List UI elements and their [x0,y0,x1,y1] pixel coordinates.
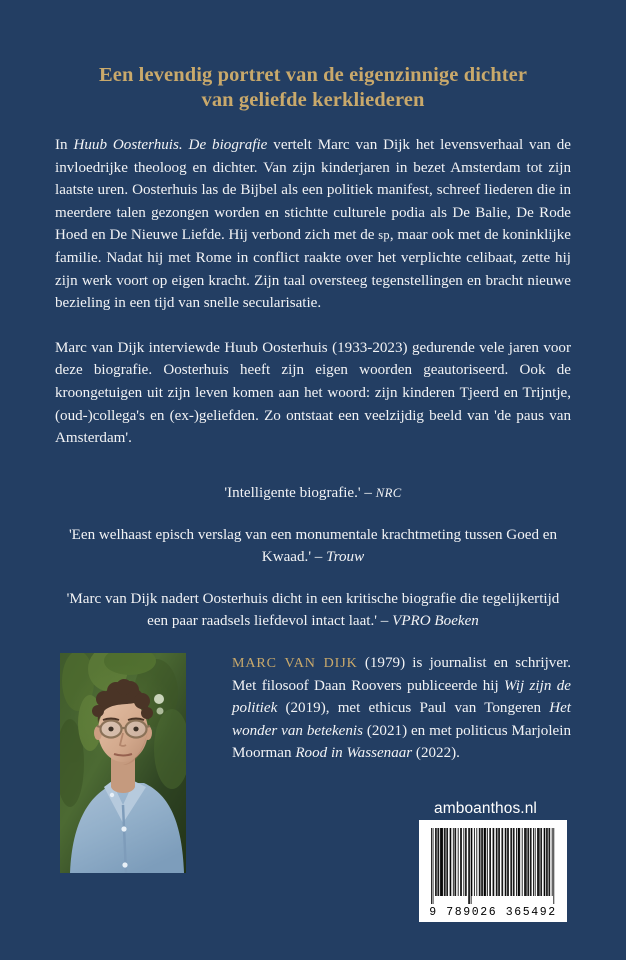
bio-work-title-1: Wij zijn de politiek [232,677,571,717]
bio-part-1: (1979) is journalist en schrijver. Met filosoof Daan Roovers publiceerde hij [232,655,572,694]
avatar [60,653,186,873]
review-quote [55,524,571,569]
isbn-barcode [419,820,567,922]
review-quote [55,482,571,505]
quote-text: 'Een welhaast episch verslag van een monumentale krachtmeting tussen Goed en Kwaad.' – [68,526,558,566]
blurb-p1-tail: , maar ook met de koninklijke familie. Nadat hij met Rome in conflict raakte over het verplichte celibaat, zette hij zijn werk voort op eigen kracht. Zijn taal oversteeg tegenstellingen en bracht nieuwe bezieling in een tijd van snelle secularisatie. [55,227,571,312]
blurb-paragraph-2: Marc van Dijk interviewde Huub Oosterhuis (1933-2023) gedurende vele jaren voor deze biografie. Oosterhuis heeft zijn eigen woorden geautoriseerd. Ook de kroongetuigen uit zijn leven komen aan het woord: zijn kinderen Tjeerd en Trijntje, (oud-)collega's en (ex-)geliefden. Zo ontstaat een veelzijdig beeld van 'de paus van Amsterdam'. [55,339,571,447]
quote-text: 'Marc van Dijk nadert Oosterhuis dicht in een kritische biografie die tegelijkertijd een paar raadsels liefdevol intact laat.' – [66,590,560,630]
blurb-p1-pre: In [55,137,74,153]
quote-source: VPRO Boeken [392,613,479,630]
review-quote [55,588,571,633]
book-title-italic: Huub Oosterhuis. De biografie [73,137,268,153]
publisher-website: amboanthos.nl [434,800,537,817]
review-quotes [55,482,571,633]
author-bio [232,652,571,765]
author-portrait-illustration [60,653,186,873]
headline-line-2: van geliefde kerkliederen [201,89,425,111]
bio-work-title-2: Het wonder van betekenis [232,700,571,739]
bio-part-3: (2021) en met politicus Marjolein Moorman [232,722,571,762]
author-name: MARC VAN DIJK [232,655,358,671]
quote-source: Trouw [326,549,365,566]
quote-text: 'Intelligente biografie.' – [224,485,376,501]
page-title [50,63,576,113]
blurb-p1-after: vertelt Marc van Dijk het levensverhaal van de invloedrijke theoloog en dichter. Van zijn kinderjaren in bezet Amsterdam tot zijn laatste uren. Oosterhuis las de Bijbel als een politiek manifest, schreef liederen die in meerdere talen gezongen worden en stichtte culturele podia als De Balie, De Rode Hoed en De Nieuwe Liefde. Hij verbond zich met de [55,137,571,244]
blurb-text [55,134,571,450]
bio-work-title-3: Rood in Wassenaar [295,745,413,762]
isbn-digits: 9 789026 365492 [429,906,557,919]
party-abbreviation: sp [378,228,390,243]
bio-part-4: (2022). [412,745,460,762]
headline-line-1: Een levendig portret van de eigenzinnige dichter [98,64,528,86]
quote-source: NRC [375,486,402,500]
blurb-paragraph-1 [55,134,571,315]
bio-part-2: (2019), met ethicus Paul van Tongeren [277,700,550,717]
